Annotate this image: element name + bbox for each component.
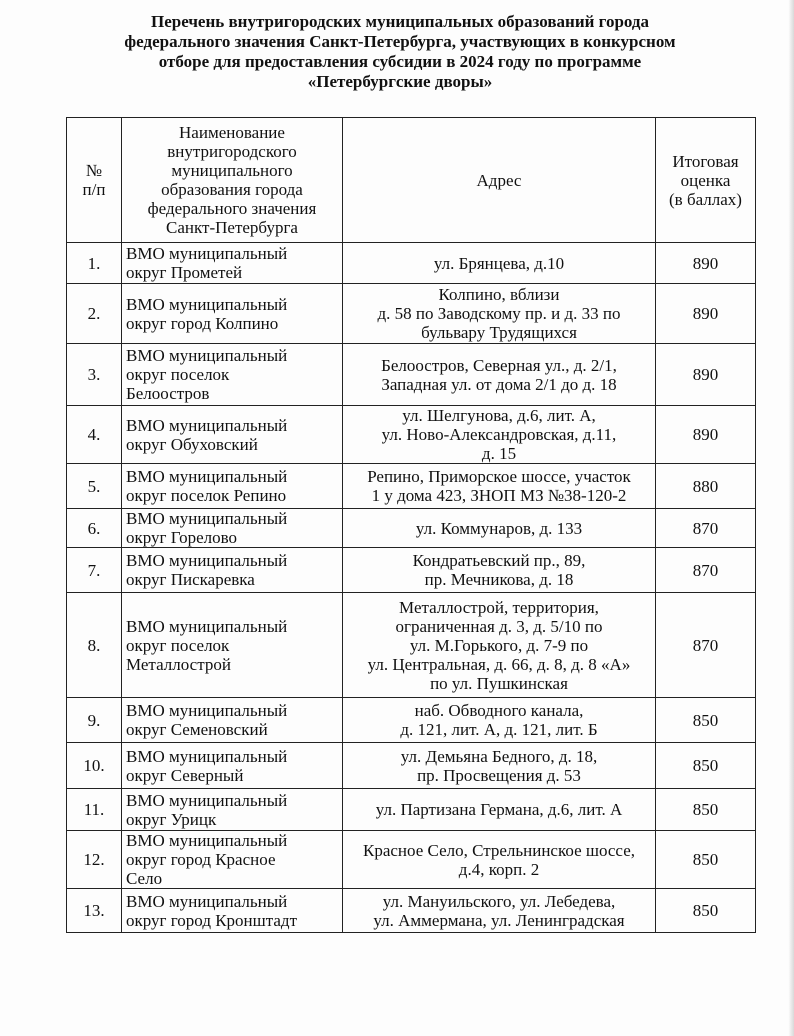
row-municipality-name-line: ВМО муниципальный [126,831,288,850]
row-municipality-name-line: округ поселок Репино [126,486,287,505]
row-score: 870 [656,548,756,593]
table-row [67,743,756,789]
title-line: «Петербургские дворы» [307,72,493,91]
row-address-line: наб. Обводного канала, [414,701,584,720]
table-row [67,698,756,743]
row-municipality-name-line: округ поселок [126,635,230,655]
row-number: 10. [67,743,122,789]
row-address [343,593,656,698]
row-address-line: ул. М.Горького, д. 7-9 по [409,635,589,655]
row-score: 890 [656,406,756,464]
row-municipality-name-line: ВМО муниципальный [126,616,288,636]
row-number: 2. [67,284,122,344]
row-address-line: ул. Демьяна Бедного, д. 18, [400,746,598,766]
table-header [67,118,756,243]
row-address-line: ул. Брянцева, д.10 [433,253,565,273]
header-name-line: Наименование [179,123,285,142]
row-municipality-name-line: ВМО муниципальный [126,551,288,570]
row-municipality-name-line: ВМО муниципальный [126,701,288,720]
row-number: 8. [67,593,122,698]
header-address-line: Адрес [476,170,522,190]
row-address-line: ул. Шелгунова, д.6, лит. А, [402,406,596,425]
row-address [343,464,656,509]
row-municipality-name-line: округ город Красное [126,850,276,869]
row-address [343,284,656,344]
municipalities-table [66,117,756,933]
header-num-line: п/п [82,180,106,199]
title-line: отборе для предоставления субсидии в 2024 году по программе [158,52,642,71]
row-address [343,789,656,831]
row-score: 850 [656,743,756,789]
row-municipality-name [122,284,343,344]
table-row [67,789,756,831]
row-address-line: ул. Аммермана, ул. Ленинградская [373,910,625,930]
row-number: 6. [67,509,122,548]
table-row [67,509,756,548]
header-score-line: оценка [680,170,731,190]
row-number: 7. [67,548,122,593]
row-number: 13. [67,889,122,933]
row-municipality-name-line: Село [126,869,163,888]
row-score: 890 [656,344,756,406]
row-municipality-name [122,344,343,406]
header-score [656,118,756,243]
header-name-line: Санкт-Петербурга [166,218,298,237]
row-address [343,743,656,789]
row-municipality-name [122,243,343,284]
row-municipality-name [122,789,343,831]
row-address-line: д. 121, лит. А, д. 121, лит. Б [400,720,598,739]
row-address-line: Металлострой, территория, [399,597,599,617]
row-address-line: 1 у дома 423, ЗНОП МЗ №38-120-2 [371,486,627,505]
row-municipality-name [122,889,343,933]
row-municipality-name-line: ВМО муниципальный [126,415,288,435]
row-address-line: Кондратьевский пр., 89, [412,551,586,570]
row-municipality-name [122,698,343,743]
title-line: федерального значения Санкт-Петербурга, участвующих в конкурсном [124,32,676,51]
header-score-line: (в баллах) [669,189,742,209]
row-municipality-name-line: ВМО муниципальный [126,790,288,810]
row-address-line: ул. Центральная, д. 66, д. 8, д. 8 «А» [367,654,631,674]
row-address-line: ул. Коммунаров, д. 133 [415,518,583,538]
table-row [67,284,756,344]
header-name-line: федерального значения [147,199,317,218]
row-municipality-name-line: округ поселок [126,365,230,384]
row-municipality-name [122,593,343,698]
row-municipality-name-line: округ Урицк [126,809,217,829]
row-address [343,406,656,464]
table-row [67,889,756,933]
document-title [40,12,760,92]
row-address-line: д.4, корп. 2 [458,859,540,879]
row-municipality-name-line: округ Северный [126,765,244,785]
table-row [67,406,756,464]
row-municipality-name-line: Белоостров [126,384,210,403]
table-body [67,243,756,933]
row-score: 850 [656,789,756,831]
row-number: 12. [67,831,122,889]
row-municipality-name-line: ВМО муниципальный [126,509,288,528]
table-row [67,464,756,509]
row-score: 870 [656,509,756,548]
row-municipality-name [122,464,343,509]
table-row [67,548,756,593]
row-municipality-name-line: ВМО муниципальный [126,346,288,365]
row-address-line: Репино, Приморское шоссе, участок [367,467,631,486]
header-name-line: образования города [161,180,303,199]
row-municipality-name [122,509,343,548]
table-row [67,831,756,889]
row-score: 890 [656,243,756,284]
row-score: 880 [656,464,756,509]
row-address [343,509,656,548]
row-address-line: д. 15 [481,444,517,463]
row-municipality-name [122,548,343,593]
row-address-line: пр. Мечникова, д. 18 [424,570,574,589]
row-municipality-name [122,831,343,889]
row-score: 870 [656,593,756,698]
row-address-line: пр. Просвещения д. 53 [417,765,581,785]
row-address [343,243,656,284]
row-address-line: ул. Мануильского, ул. Лебедева, [382,891,616,911]
row-municipality-name [122,406,343,464]
row-number: 4. [67,406,122,464]
row-number: 5. [67,464,122,509]
header-score-line: Итоговая [672,151,739,171]
header-name-line: муниципального [171,161,293,180]
title-line: Перечень внутригородских муниципальных образований города [150,12,650,31]
row-number: 1. [67,243,122,284]
row-address-line: Белоостров, Северная ул., д. 2/1, [381,355,617,375]
row-score: 850 [656,698,756,743]
row-address [343,698,656,743]
row-address [343,548,656,593]
row-number: 3. [67,344,122,406]
row-municipality-name-line: ВМО муниципальный [126,294,288,314]
row-municipality-name-line: округ Обуховский [126,434,258,454]
table-row [67,593,756,698]
row-score: 890 [656,284,756,344]
row-municipality-name-line: Металлострой [126,654,231,674]
table-row [67,344,756,406]
row-municipality-name-line: округ Горелово [126,528,238,547]
row-address-line: Колпино, вблизи [438,285,560,304]
row-address-line: ул. Ново-Александровская, д.11, [381,425,617,444]
row-municipality-name-line: округ город Колпино [126,313,279,333]
header-num [67,118,122,243]
row-address [343,344,656,406]
row-municipality-name-line: ВМО муниципальный [126,891,288,911]
header-name [122,118,343,243]
row-address [343,831,656,889]
row-municipality-name-line: округ Прометей [126,263,243,282]
row-address [343,889,656,933]
row-municipality-name-line: ВМО муниципальный [126,746,288,766]
row-address-line: по ул. Пушкинская [430,673,568,693]
row-number: 11. [67,789,122,831]
row-address-line: д. 58 по Заводскому пр. и д. 33 по [377,304,621,323]
row-municipality-name-line: округ Семеновский [126,720,268,739]
row-address-line: Западная ул. от дома 2/1 до д. 18 [381,374,617,394]
row-address-line: ограниченная д. 3, д. 5/10 по [395,616,603,636]
header-address [343,118,656,243]
row-address-line: Красное Село, Стрельнинское шоссе, [363,840,635,860]
row-municipality-name-line: ВМО муниципальный [126,467,288,486]
header-num-line: № [85,161,103,180]
row-score: 850 [656,831,756,889]
row-municipality-name-line: ВМО муниципальный [126,244,288,263]
row-municipality-name [122,743,343,789]
row-municipality-name-line: округ Пискаревка [126,570,255,589]
table-row [67,243,756,284]
row-address-line: ул. Партизана Германа, д.6, лит. А [375,800,623,819]
row-score: 850 [656,889,756,933]
header-name-line: внутригородского [167,142,297,161]
row-municipality-name-line: округ город Кронштадт [126,910,298,930]
page-edge-shadow [788,0,794,1036]
row-address-line: бульвару Трудящихся [421,323,577,342]
row-number: 9. [67,698,122,743]
header-row [67,118,756,243]
